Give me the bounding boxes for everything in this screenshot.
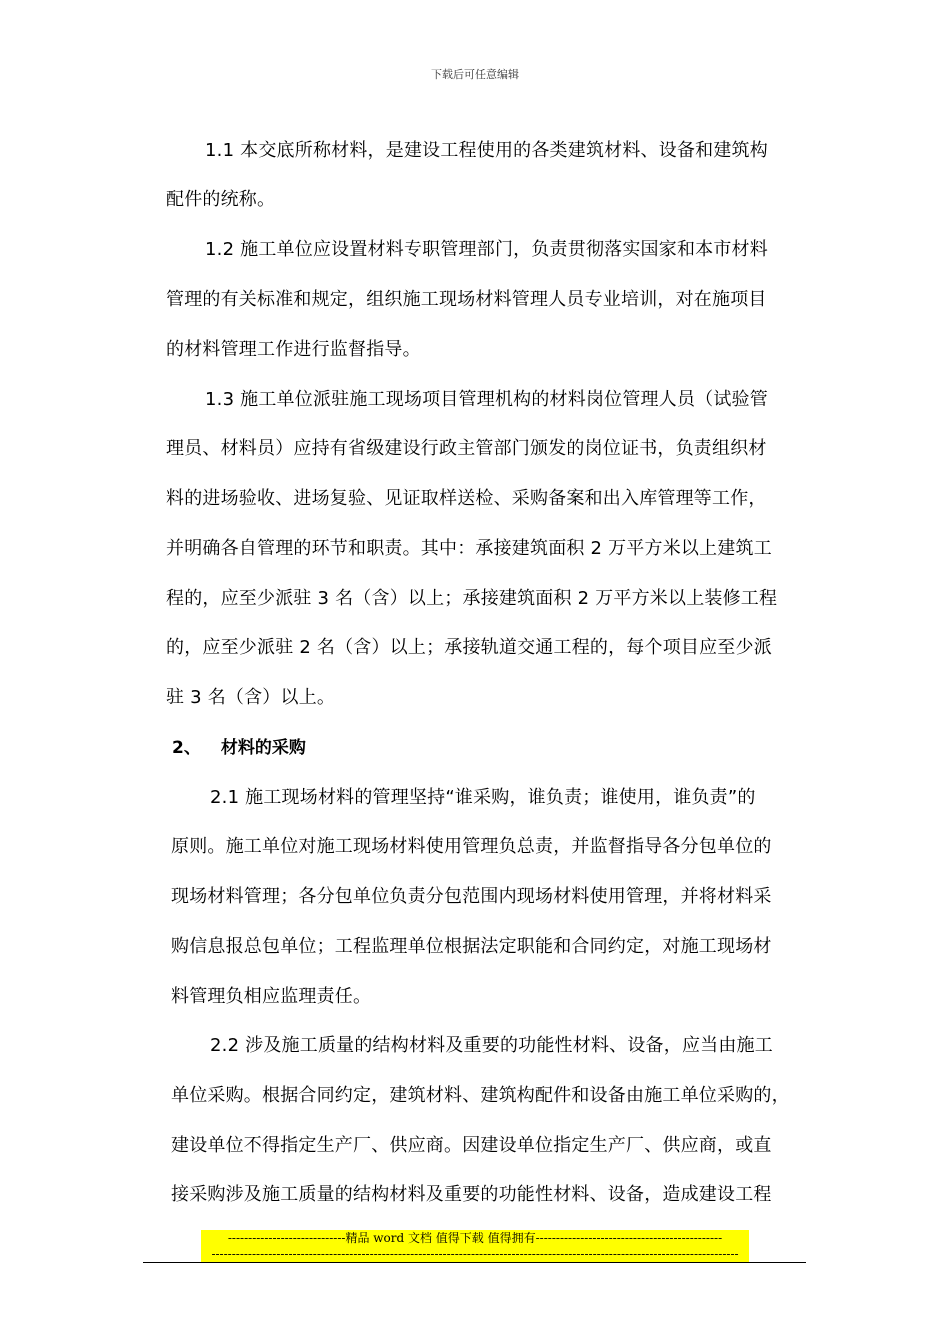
para-1-1-line-2: 配件的统称。 <box>166 189 276 210</box>
para-1-3-line-6: 的，应至少派驻 2 名（含）以上；承接轨道交通工程的，每个项目应至少派 <box>166 637 772 658</box>
section-2-title: 材料的采购 <box>220 738 306 758</box>
para-1-1-line-1: 1.1 本交底所称材料，是建设工程使用的各类建筑材料、设备和建筑构 <box>205 140 768 161</box>
footer-divider <box>143 1262 806 1263</box>
para-1-2-line-1: 1.2 施工单位应设置材料专职管理部门，负责贯彻落实国家和本市材料 <box>205 239 768 260</box>
section-2-heading <box>172 736 306 760</box>
para-2-2-line-2: 单位采购。根据合同约定，建筑材料、建筑构配件和设备由施工单位采购的， <box>171 1085 790 1106</box>
para-2-2-line-4: 接采购涉及施工质量的结构材料及重要的功能性材料、设备，造成建设工程 <box>171 1184 772 1205</box>
para-1-2-line-3: 的材料管理工作进行监督指导。 <box>166 339 421 360</box>
para-2-1-line-3: 现场材料管理；各分包单位负责分包范围内现场材料使用管理，并将材料采 <box>171 886 772 907</box>
para-1-3-line-4: 并明确各自管理的环节和职责。其中：承接建筑面积 2 万平方米以上建筑工 <box>166 538 772 559</box>
para-2-2-line-1: 2.2 涉及施工质量的结构材料及重要的功能性材料、设备，应当由施工 <box>210 1035 773 1056</box>
para-2-1-line-1: 2.1 施工现场材料的管理坚持“谁采购，谁负责；谁使用，谁负责”的 <box>210 787 756 808</box>
footer-banner <box>201 1230 749 1262</box>
footer-banner-line-2: ---------------------------------------------------------------------------------------------------------------------------------- <box>211 1247 739 1261</box>
para-1-2-line-2: 管理的有关标准和规定，组织施工现场材料管理人员专业培训，对在施项目 <box>166 289 767 310</box>
para-1-3-line-7: 驻 3 名（含）以上。 <box>166 687 336 708</box>
page-header: 下载后可任意编辑 <box>431 68 519 81</box>
para-1-3-line-1: 1.3 施工单位派驻施工现场项目管理机构的材料岗位管理人员（试验管 <box>205 389 768 410</box>
para-2-1-line-5: 料管理负相应监理责任。 <box>171 986 372 1007</box>
para-1-3-line-3: 料的进场验收、进场复验、见证取样送检、采购备案和出入库管理等工作， <box>166 488 767 509</box>
para-1-3-line-2: 理员、材料员）应持有省级建设行政主管部门颁发的岗位证书，负责组织材 <box>166 438 767 459</box>
footer-banner-line-1: -----------------------------精品 word 文档 值得下载 值得拥有---------------------------------------------- <box>227 1231 723 1245</box>
para-1-3-line-5: 程的，应至少派驻 3 名（含）以上；承接建筑面积 2 万平方米以上装修工程 <box>166 588 778 609</box>
para-2-1-line-2: 原则。施工单位对施工现场材料使用管理负总责，并监督指导各分包单位的 <box>171 836 772 857</box>
para-2-1-line-4: 购信息报总包单位；工程监理单位根据法定职能和合同约定，对施工现场材 <box>171 936 772 957</box>
para-2-2-line-3: 建设单位不得指定生产厂、供应商。因建设单位指定生产厂、供应商，或直 <box>171 1135 772 1156</box>
section-2-number: 2、 <box>172 738 201 758</box>
